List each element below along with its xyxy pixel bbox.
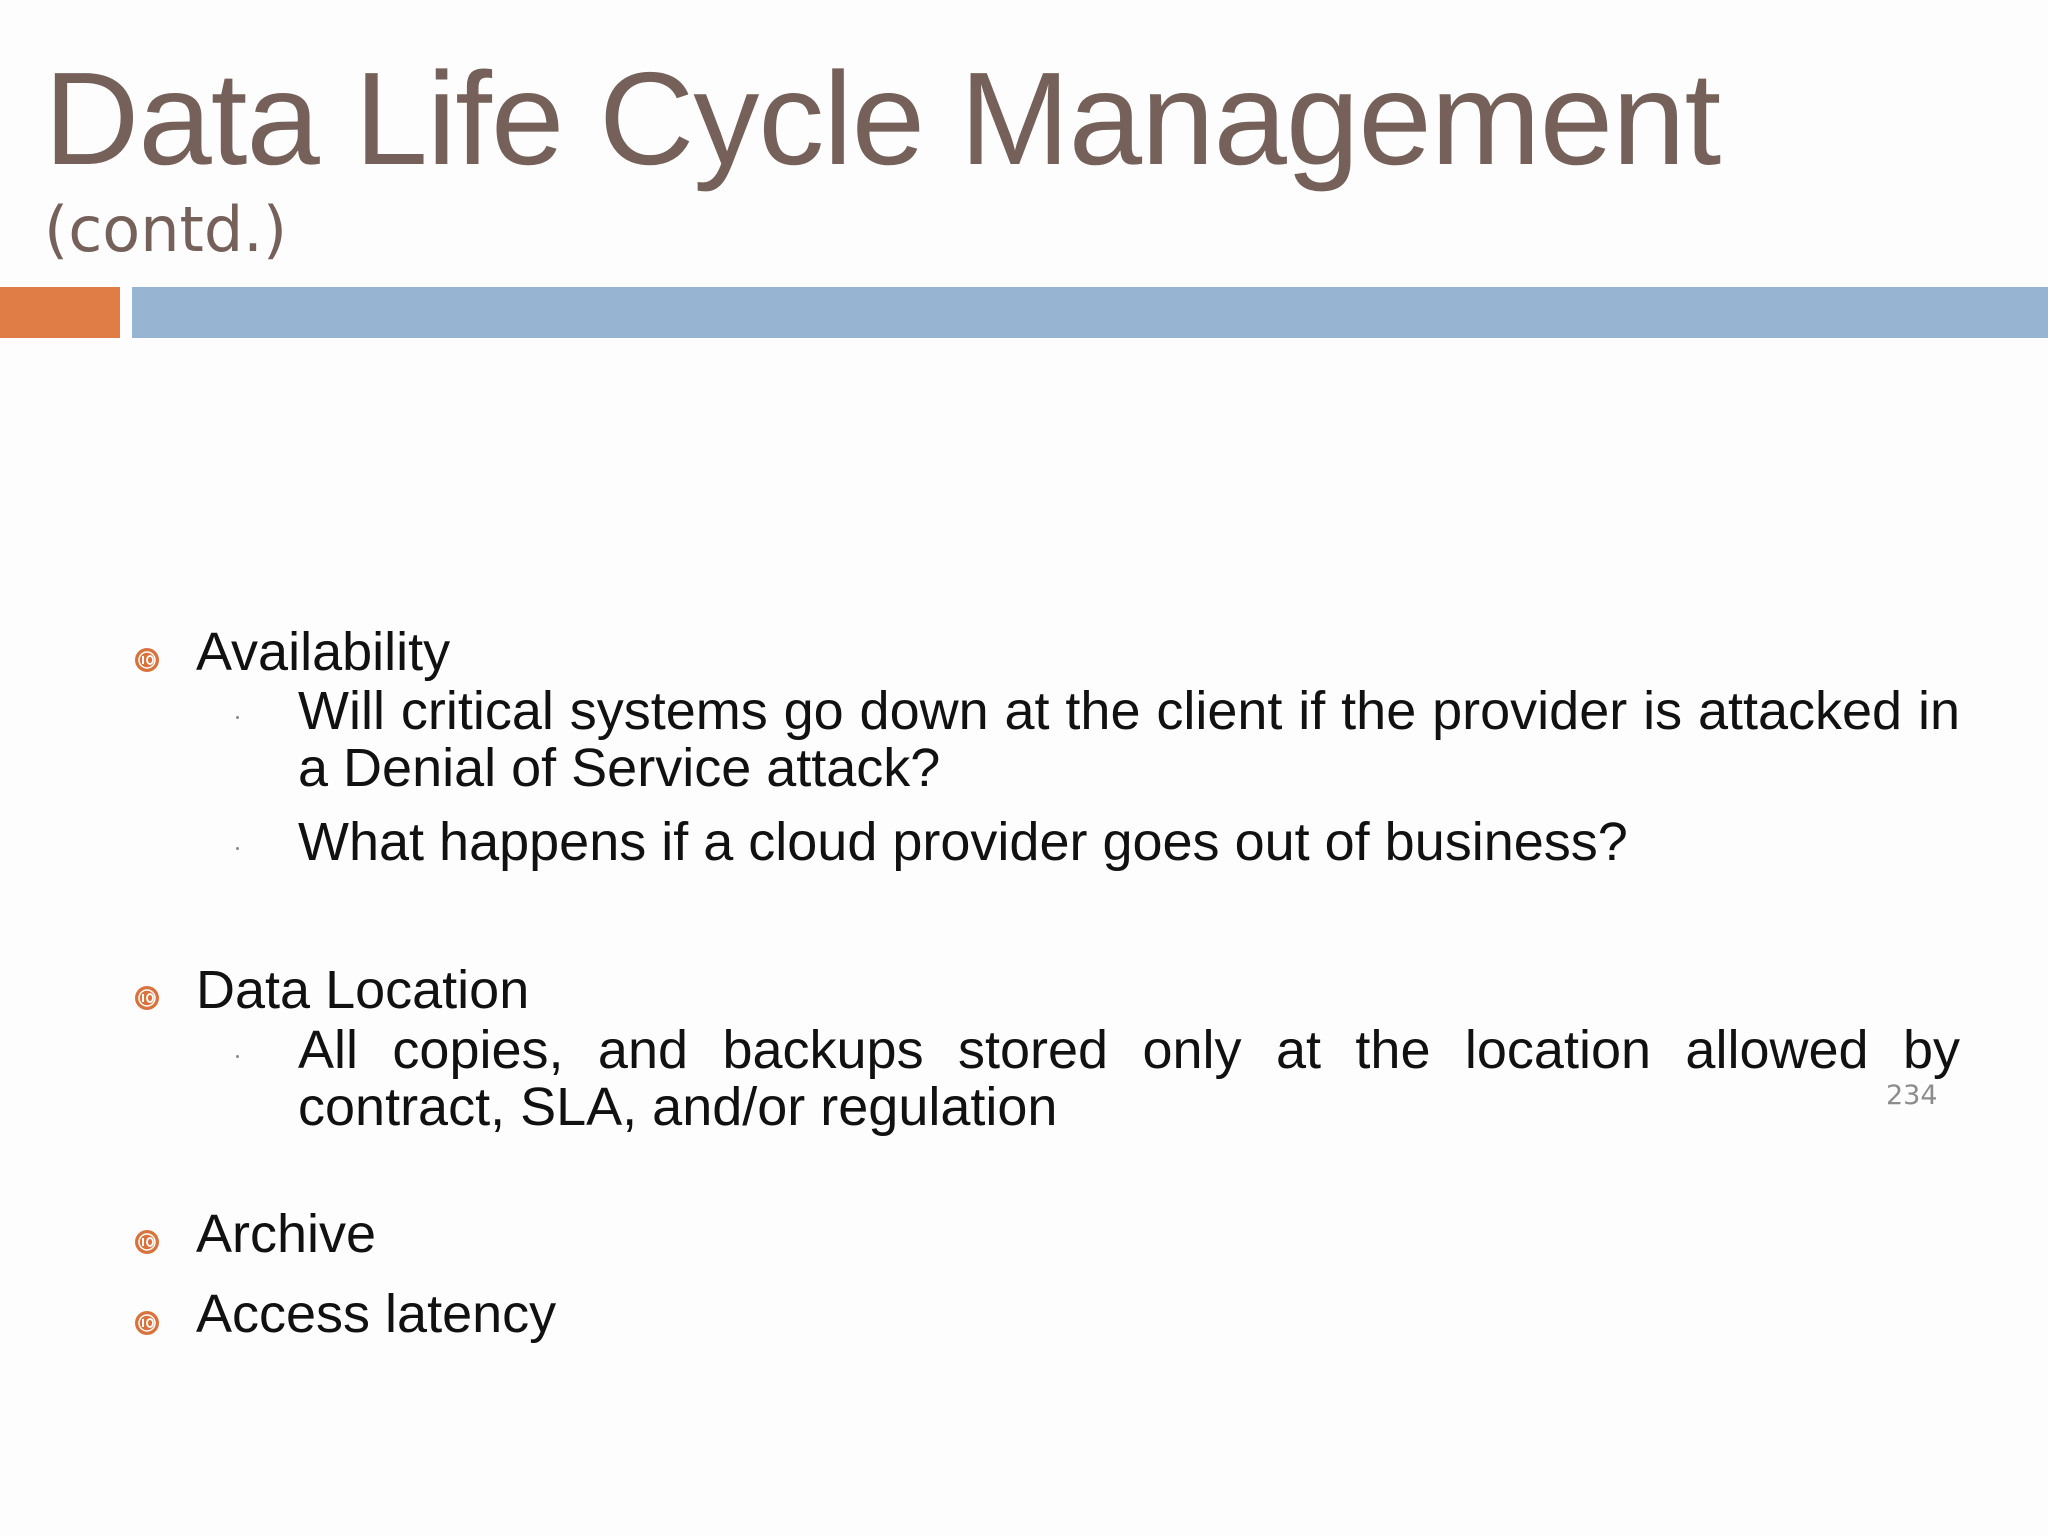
sub-bullet-dot xyxy=(236,847,239,850)
slide-subtitle: (contd.) xyxy=(44,193,288,266)
sub-item-text: All copies, and backups stored only at the location allowed by contract, SLA, and/or regulation xyxy=(298,1020,1960,1137)
orange-circle-bullet-icon xyxy=(134,1310,160,1336)
orange-circle-bullet-icon xyxy=(134,1229,160,1255)
orange-circle-bullet-icon xyxy=(134,647,160,673)
accent-bar-blue xyxy=(132,287,2048,338)
accent-bar-orange xyxy=(0,287,120,338)
orange-circle-bullet-icon xyxy=(134,985,160,1011)
slide-title: Data Life Cycle Management xyxy=(44,45,1721,192)
bullet-label-access-latency: Access latency xyxy=(196,1284,557,1344)
bullet-label-data-location: Data Location xyxy=(196,960,530,1020)
sub-item-text: What happens if a cloud provider goes out of business? xyxy=(298,812,1628,872)
slide-page-number: 234 xyxy=(1886,1080,1938,1111)
sub-item-text: Will critical systems go down at the client if the provider is attacked in a Denial of Service attack? xyxy=(298,681,1960,798)
bullet-label-availability: Availability xyxy=(196,622,451,682)
sub-bullet-dot xyxy=(236,1055,239,1058)
sub-bullet-dot xyxy=(236,716,239,719)
bullet-label-archive: Archive xyxy=(196,1204,377,1264)
